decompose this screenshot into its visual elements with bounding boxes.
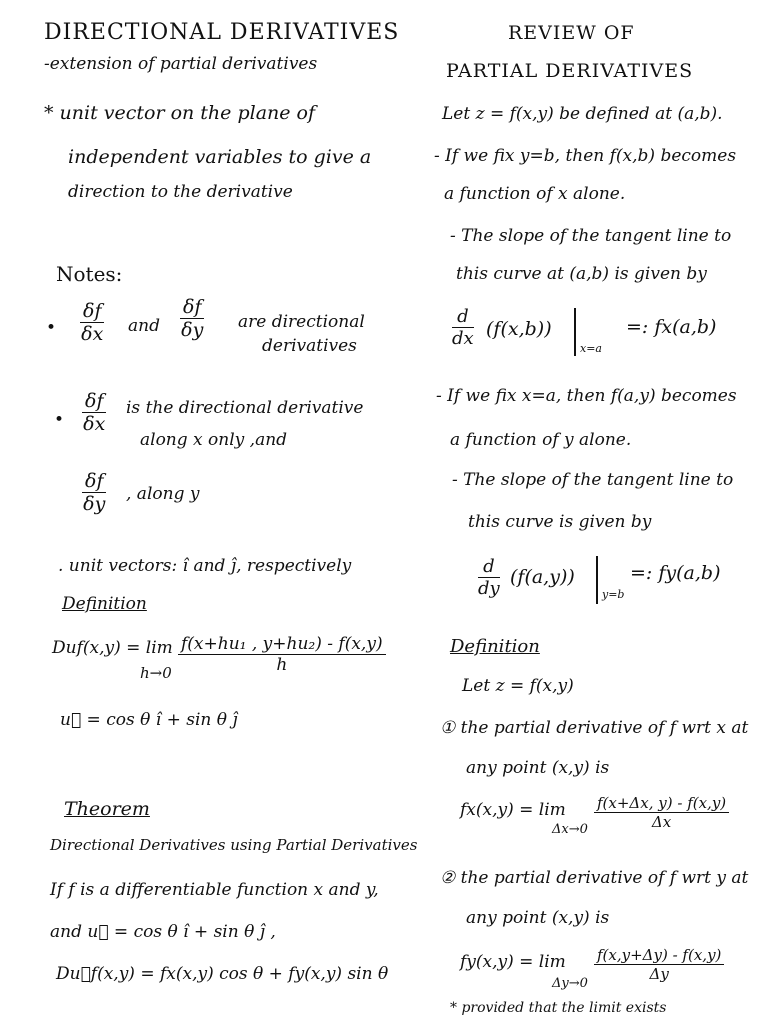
p2-line1: ② the partial derivative of f wrt y at — [440, 868, 749, 888]
note2-num: δf — [82, 390, 106, 413]
note1-den-x: δx — [81, 323, 104, 345]
p1-line2: any point (x,y) is — [466, 758, 610, 778]
theorem-title: Directional Derivatives using Partial Derivatives — [50, 836, 418, 854]
bullet1-line1: * unit vector on the plane of — [44, 102, 316, 124]
note1-text2: derivatives — [262, 336, 357, 356]
def-let: Let z = f(x,y) — [462, 676, 574, 696]
dx-fraction — [452, 306, 474, 349]
p1-num: f(x+Δx, y) - f(x,y) — [594, 794, 729, 813]
dx-num: d — [452, 306, 474, 328]
dx-result: =: fx(a,b) — [626, 316, 717, 338]
theorem-formula: Du⃗f(x,y) = fx(x,y) cos θ + fy(x,y) sin θ — [56, 964, 389, 984]
dx-eval: x=a — [580, 342, 602, 355]
dy-fraction — [478, 556, 500, 599]
right-line7: a function of y alone. — [450, 430, 632, 450]
p1-lhs: fx(x,y) = lim — [460, 800, 566, 820]
right-line6: - If we fix x=a, then f(a,y) becomes — [436, 386, 737, 406]
left-subtitle: -extension of partial derivatives — [44, 54, 318, 74]
note1-den-y: δy — [181, 319, 204, 341]
right-line8: - The slope of the tangent line to — [452, 470, 734, 490]
right-title-line2: PARTIAL DERIVATIVES — [446, 60, 694, 82]
theorem-line1: If f is a differentiable function x and y, — [50, 880, 379, 900]
p2-fraction — [594, 946, 724, 983]
def-den: h — [276, 655, 288, 675]
p2-line2: any point (x,y) is — [466, 908, 610, 928]
def-fraction — [178, 634, 386, 675]
note2-text2: along x only ,and — [140, 430, 288, 450]
dx-eval-bar — [574, 308, 576, 356]
right-line9: this curve is given by — [468, 512, 652, 532]
dx-den: dx — [452, 328, 474, 349]
dy-eval-bar — [596, 556, 598, 604]
note3-num: δf — [82, 470, 106, 493]
p1-limit: Δx→0 — [552, 822, 588, 837]
p1-line1: ① the partial derivative of f wrt x at — [440, 718, 749, 738]
right-line3: a function of x alone. — [444, 184, 626, 204]
bullet1-line3: direction to the derivative — [68, 182, 293, 202]
note2-den: δx — [83, 413, 106, 435]
dx-expr: (f(x,b)) — [486, 318, 552, 340]
left-definition-label: Definition — [62, 594, 147, 614]
p2-den: Δy — [649, 965, 669, 983]
note2-text1: is the directional derivative — [126, 398, 364, 418]
note1-fraction-x — [80, 300, 104, 345]
dy-den: dy — [478, 578, 500, 599]
right-line4: - The slope of the tangent line to — [450, 226, 732, 246]
right-line1: Let z = f(x,y) be defined at (a,b). — [442, 104, 723, 124]
note3-fraction — [82, 470, 106, 515]
def-limit: h→0 — [140, 664, 172, 682]
p1-fraction — [594, 794, 729, 831]
dy-num: d — [478, 556, 500, 578]
right-line2: - If we fix y=b, then f(x,b) becomes — [434, 146, 737, 166]
dy-result: =: fy(a,b) — [630, 562, 721, 584]
note3-text: , along y — [126, 484, 200, 504]
note1-fraction-y — [180, 296, 204, 341]
theorem-label: Theorem — [64, 798, 150, 820]
p2-num: f(x,y+Δy) - f(x,y) — [594, 946, 724, 965]
footnote: * provided that the limit exists — [450, 1000, 667, 1016]
note1-num-y: δf — [180, 296, 204, 319]
note3-den: δy — [83, 493, 106, 515]
def-num: f(x+hu₁ , y+hu₂) - f(x,y) — [178, 634, 386, 655]
note2-fraction — [82, 390, 106, 435]
note2-bullet: • — [54, 410, 65, 430]
bullet1-line2: independent variables to give a — [68, 146, 372, 168]
dy-eval: y=b — [602, 588, 625, 601]
right-title-line1: REVIEW OF — [508, 22, 635, 44]
def-lhs: Duf(x,y) = lim — [52, 638, 173, 658]
right-definition-label: Definition — [450, 636, 540, 657]
notes-label: Notes: — [56, 262, 123, 286]
note1-text1: are directional — [238, 312, 365, 332]
p1-den: Δx — [651, 813, 672, 831]
left-title: DIRECTIONAL DERIVATIVES — [44, 20, 400, 45]
u-vector: u⃗ = cos θ î + sin θ ĵ — [60, 710, 238, 730]
p2-limit: Δy→0 — [552, 976, 588, 991]
theorem-line2: and u⃗ = cos θ î + sin θ ĵ , — [50, 922, 276, 942]
right-line5: this curve at (a,b) is given by — [456, 264, 707, 284]
p2-lhs: fy(x,y) = lim — [460, 952, 566, 972]
dy-expr: (f(a,y)) — [510, 566, 575, 588]
note1-num-x: δf — [80, 300, 104, 323]
note1-and: and — [128, 316, 160, 336]
unit-vectors: . unit vectors: î and ĵ, respectively — [58, 556, 352, 576]
note1-bullet: • — [46, 318, 57, 338]
